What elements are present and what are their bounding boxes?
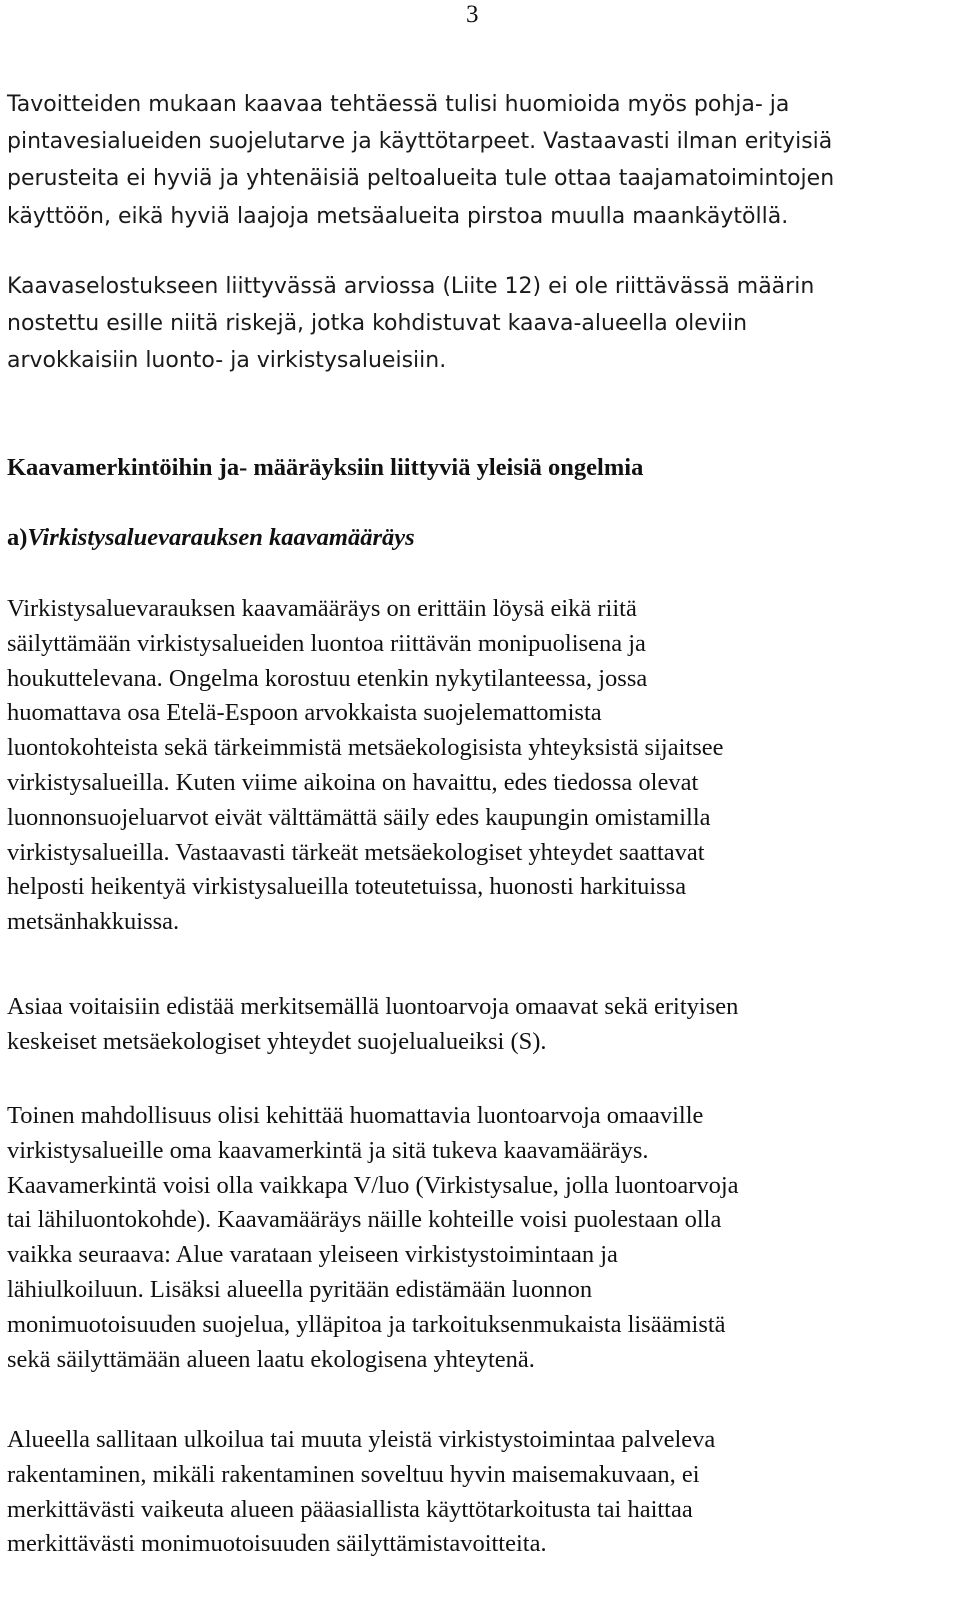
text-line: virkistysalueille oma kaavamerkintä ja sitä tukeva kaavamääräys.: [7, 1136, 649, 1164]
assessment-paragraph: [7, 268, 947, 380]
text-line: helposti heikentyä virkistysalueilla toteutetuissa, huonosti harkituissa: [7, 873, 687, 901]
text-line: Alueella sallitaan ulkoilua tai muuta yleistä virkistystoimintaa palveleva: [7, 1426, 716, 1453]
text-line: merkittävästi monimuotoisuuden säilyttämistavoitteita.: [7, 1530, 547, 1558]
regulation-paragraph: [7, 592, 947, 940]
text-line: Kaavaselostukseen liittyvässä arviossa (Liite 12) ei ole riittävässä määrin: [7, 274, 815, 299]
text-line: säilyttämään virkistysalueiden luontoa riittävän monipuolisena ja: [7, 629, 646, 657]
text-line: luonnonsuojeluarvot eivät välttämättä säily edes kaupungin omistamilla: [7, 803, 711, 831]
page-number: 3: [466, 1, 479, 28]
text-line: rakentaminen, mikäli rakentaminen soveltuu hyvin maisemakuvaan, ei: [7, 1460, 700, 1488]
text-line: virkistysalueilla. Vastaavasti tärkeät metsäekologiset yhteydet saattavat: [7, 838, 705, 866]
text-line: luontokohteista sekä tärkeimmistä metsäekologisista yhteyksistä sijaitsee: [7, 734, 724, 762]
text-line: vaikka seuraava: Alue varataan yleiseen virkistystoimintaan ja: [7, 1241, 618, 1269]
text-line: lähiulkoiluun. Lisäksi alueella pyritään edistämään luonnon: [7, 1275, 593, 1303]
text-line: Kaavamerkintä voisi olla vaikkapa V/luo (Virkistysalue, jolla luontoarvoja: [7, 1171, 739, 1199]
text-line: houkuttelevana. Ongelma korostuu etenkin nykytilanteessa, jossa: [7, 664, 648, 692]
text-line: arvokkaisiin luonto- ja virkistysalueisiin.: [7, 348, 447, 374]
text-line: käyttöön, eikä hyviä laajoja metsäalueita pirstoa muulla maankäytöllä.: [7, 203, 789, 229]
protection-paragraph: [7, 990, 947, 1060]
text-line: metsänhakkuissa.: [7, 908, 180, 936]
text-line: monimuotoisuuden suojelua, ylläpitoa ja tarkoituksenmukaista lisäämistä: [7, 1310, 726, 1338]
subsection-title: Virkistysaluevarauksen kaavamääräys: [27, 524, 415, 551]
text-line: sekä säilyttämään alueen laatu ekologisena yhteytenä.: [7, 1345, 535, 1373]
text-line: Toinen mahdollisuus olisi kehittää huomattavia luontoarvoja omaaville: [7, 1102, 704, 1129]
text-line: Asiaa voitaisiin edistää merkitsemällä luontoarvoja omaavat sekä erityisen: [7, 993, 739, 1020]
section-heading: Kaavamerkintöihin ja- määräyksiin liittyviä yleisiä ongelmia: [7, 454, 644, 481]
proposal-paragraph: [7, 1099, 947, 1377]
subsection-prefix: a): [7, 524, 28, 551]
text-line: Virkistysaluevarauksen kaavamääräys on erittäin löysä eikä riitä: [7, 595, 637, 622]
text-line: nostettu esille niitä riskejä, jotka kohdistuvat kaava-alueella oleviin: [7, 311, 748, 337]
construction-paragraph: [7, 1423, 947, 1562]
intro-paragraph: [7, 86, 947, 235]
text-line: pintavesialueiden suojelutarve ja käyttötarpeet. Vastaavasti ilman erityisiä: [7, 129, 833, 155]
text-line: virkistysalueilla. Kuten viime aikoina on havaittu, edes tiedossa olevat: [7, 768, 699, 796]
text-line: keskeiset metsäekologiset yhteydet suojelualueiksi (S).: [7, 1027, 547, 1055]
text-line: huomattava osa Etelä-Espoon arvokkaista suojelemattomista: [7, 699, 602, 727]
text-line: Tavoitteiden mukaan kaavaa tehtäessä tulisi huomioida myös pohja- ja: [7, 92, 790, 117]
text-line: merkittävästi vaikeuta alueen pääasiallista käyttötarkoitusta tai haittaa: [7, 1495, 693, 1523]
subsection-heading: [7, 521, 947, 555]
text-line: tai lähiluontokohde). Kaavamääräys näille kohteille voisi puolestaan olla: [7, 1206, 722, 1234]
text-line: perusteita ei hyviä ja yhtenäisiä peltoalueita tule ottaa taajamatoimintojen: [7, 166, 835, 192]
